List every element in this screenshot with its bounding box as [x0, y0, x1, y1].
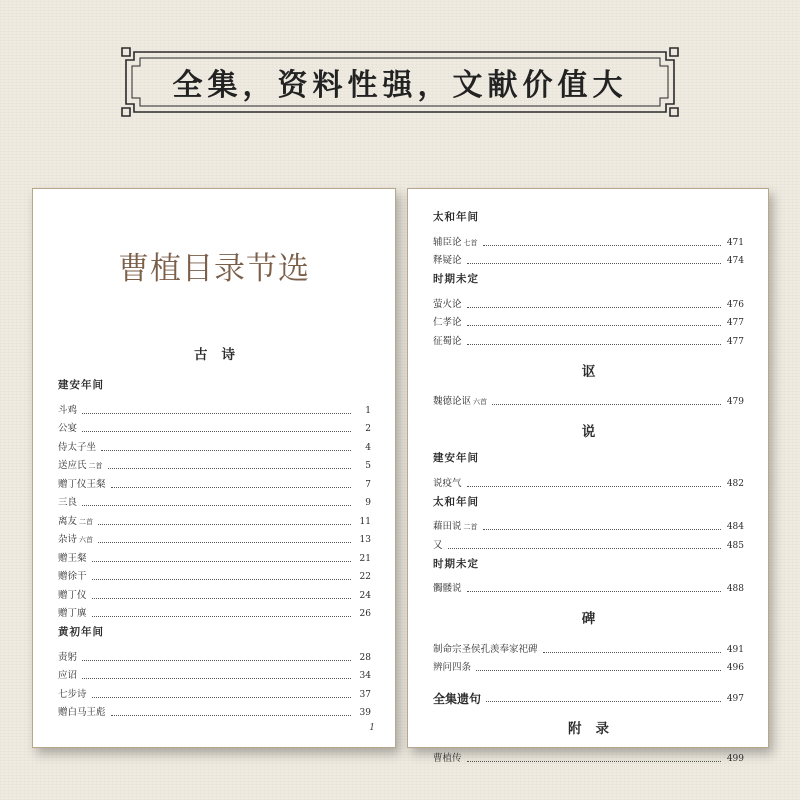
period-heading: 黄初年间: [58, 626, 104, 638]
entry-title: 魏德论讴 六首: [433, 396, 488, 407]
entry-title: 说疫气: [433, 477, 462, 489]
entry-page: 471: [726, 237, 744, 248]
entry-note: 二首: [463, 523, 478, 531]
right-page: [407, 188, 769, 764]
dot-leader: [476, 670, 721, 671]
toc-entry: [58, 417, 371, 436]
entry-page: 477: [726, 318, 744, 328]
dot-leader: [543, 652, 721, 653]
entry-page: 28: [359, 652, 371, 663]
dot-leader: [467, 307, 721, 308]
entry-page: 488: [726, 584, 744, 594]
toc-entry: [58, 509, 371, 528]
toc-entry: [58, 472, 371, 491]
entry-title: 杂诗 六首: [58, 534, 94, 545]
dot-leader: [467, 263, 721, 264]
toc-entry: [433, 230, 744, 249]
entry-title: 辨问四条: [433, 662, 472, 673]
section-title: 古诗: [194, 347, 249, 363]
entry-page: 485: [726, 540, 744, 551]
big-entry-wrap: [433, 686, 744, 705]
entry-page: 497: [726, 693, 744, 704]
entry-title: 七步诗: [58, 688, 87, 700]
period-heading: 太和年间: [433, 211, 479, 223]
entry-note: 六首: [473, 398, 488, 406]
right-toc: [433, 209, 744, 765]
dot-leader: [82, 678, 351, 679]
entry-page: 479: [726, 397, 744, 407]
entry-page: 476: [726, 299, 744, 310]
dot-leader: [98, 524, 351, 525]
entry-title: 公宴: [58, 423, 78, 434]
entry-page: 482: [726, 478, 744, 489]
entry-page: 496: [726, 663, 744, 673]
entry-page: 34: [359, 671, 371, 681]
dot-leader: [101, 450, 351, 451]
entry-title: 曹植传: [433, 753, 462, 764]
entry-page: 11: [359, 516, 371, 527]
entry-page: 5: [365, 461, 371, 471]
dot-leader: [467, 591, 721, 592]
toc-entry: [58, 565, 371, 584]
entry-page: 474: [726, 256, 744, 266]
page-folio: 1: [369, 723, 375, 733]
dot-leader: [92, 697, 351, 698]
dot-leader: [448, 548, 721, 549]
dot-leader: [108, 468, 351, 469]
toc-entry: [58, 664, 371, 683]
toc-entry: [433, 637, 744, 656]
entry-page: 37: [359, 689, 371, 700]
toc-entry: [58, 491, 371, 510]
toc-entry: [58, 583, 371, 602]
toc-entry: [58, 528, 371, 547]
dot-leader: [98, 542, 351, 543]
toc-entry: [433, 577, 744, 596]
left-toc: [58, 343, 371, 719]
toc-entry: [58, 454, 371, 473]
toc-entry: [433, 329, 744, 348]
entry-page: 9: [365, 498, 371, 508]
entry-page: 7: [365, 479, 371, 490]
entry-page: 4: [365, 442, 371, 453]
entry-title: 三良: [58, 497, 78, 508]
period-heading: 建安年间: [58, 379, 104, 391]
entry-title: 制命宗圣侯孔羡奉家祀碑: [433, 643, 538, 655]
toc-entry: [58, 701, 371, 720]
entry-page: 2: [365, 424, 371, 434]
dot-leader: [82, 660, 351, 661]
entry-title: 离友 二首: [58, 515, 94, 527]
dot-leader: [467, 761, 721, 762]
dot-leader: [483, 529, 721, 530]
book-title: 曹植目录节选: [118, 251, 310, 287]
toc-entry: [58, 435, 371, 454]
entry-title: 斗鸡: [58, 404, 78, 416]
entry-title: 又: [433, 539, 443, 551]
toc-entry: [433, 515, 744, 534]
entry-note: 二首: [79, 517, 94, 526]
dot-leader: [82, 431, 351, 432]
entry-title: 萤火论: [433, 298, 462, 310]
dot-leader: [92, 579, 351, 580]
entry-page: 1: [365, 405, 371, 416]
entry-page: 24: [359, 590, 371, 601]
section-title: 碑: [581, 611, 610, 627]
entry-page: 477: [726, 336, 744, 347]
period-heading: 太和年间: [433, 495, 479, 508]
dot-leader: [82, 413, 351, 414]
dot-leader: [467, 325, 721, 326]
dot-leader: [111, 715, 351, 716]
dot-leader: [467, 344, 721, 345]
entry-note: 七首: [463, 238, 478, 247]
dot-leader: [486, 701, 721, 702]
entry-title: 赠丁仪王粲: [58, 478, 106, 490]
dot-leader: [111, 487, 351, 488]
entry-title: 赠丁廙: [58, 608, 87, 619]
entry-title: 赠徐干: [58, 571, 87, 582]
entry-title: 征蜀论: [433, 335, 462, 347]
toc-entry: [433, 747, 744, 766]
left-page: [32, 188, 396, 748]
entry-note: 六首: [79, 536, 94, 544]
entry-page: 491: [726, 644, 744, 655]
entry-page: 22: [359, 572, 371, 582]
entry-title: 赠丁仪: [58, 589, 87, 601]
period-heading: 时期未定: [433, 557, 479, 570]
dot-leader: [492, 404, 721, 405]
entry-title: 送应氏 二首: [58, 460, 103, 471]
entry-note: 二首: [88, 462, 103, 470]
toc-entry: [58, 645, 371, 664]
dot-leader: [92, 616, 351, 617]
entry-title: 侍太子坐: [58, 441, 97, 453]
toc-entry: [58, 546, 371, 565]
entry-title: 髑髅说: [433, 583, 462, 594]
toc-entry: [433, 686, 744, 705]
entry-page: 39: [359, 708, 371, 718]
toc-entry: [58, 682, 371, 701]
toc-entry: [433, 656, 744, 675]
dot-leader: [92, 561, 351, 562]
entry-title: 仁孝论: [433, 317, 462, 328]
entry-title: 辅臣论 七首: [433, 236, 478, 248]
entry-title: 责躬: [58, 651, 78, 663]
banner-text: 全集，资料性强，文献价值大: [172, 68, 628, 103]
entry-title: 全集遗句: [433, 691, 482, 706]
toc-entry: [433, 471, 744, 490]
entry-title: 应诏: [58, 670, 78, 681]
toc-entry: [58, 602, 371, 621]
banner: [120, 46, 680, 118]
dot-leader: [483, 245, 721, 246]
toc-entry: [433, 311, 744, 330]
dot-leader: [467, 486, 721, 487]
dot-leader: [92, 598, 351, 599]
entry-page: 484: [726, 522, 744, 532]
toc-entry: [433, 292, 744, 311]
entry-page: 26: [359, 609, 371, 619]
period-heading: 时期未定: [433, 273, 479, 285]
toc-entry: [433, 390, 744, 409]
entry-page: 13: [359, 535, 371, 545]
dot-leader: [82, 505, 351, 506]
section-title: 说: [581, 424, 610, 440]
section-title: 附录: [568, 720, 623, 737]
entry-page: 499: [726, 754, 744, 764]
period-heading: 建安年间: [433, 452, 479, 464]
section-title: 讴: [581, 363, 610, 380]
toc-entry: [58, 398, 371, 417]
entry-title: 释疑论: [433, 255, 462, 266]
entry-page: 21: [359, 553, 371, 564]
toc-entry: [433, 533, 744, 552]
toc-entry: [433, 249, 744, 268]
entry-title: 赠白马王彪: [58, 707, 106, 718]
entry-title: 赠王粲: [58, 552, 87, 564]
entry-title: 藉田说 二首: [433, 521, 478, 532]
